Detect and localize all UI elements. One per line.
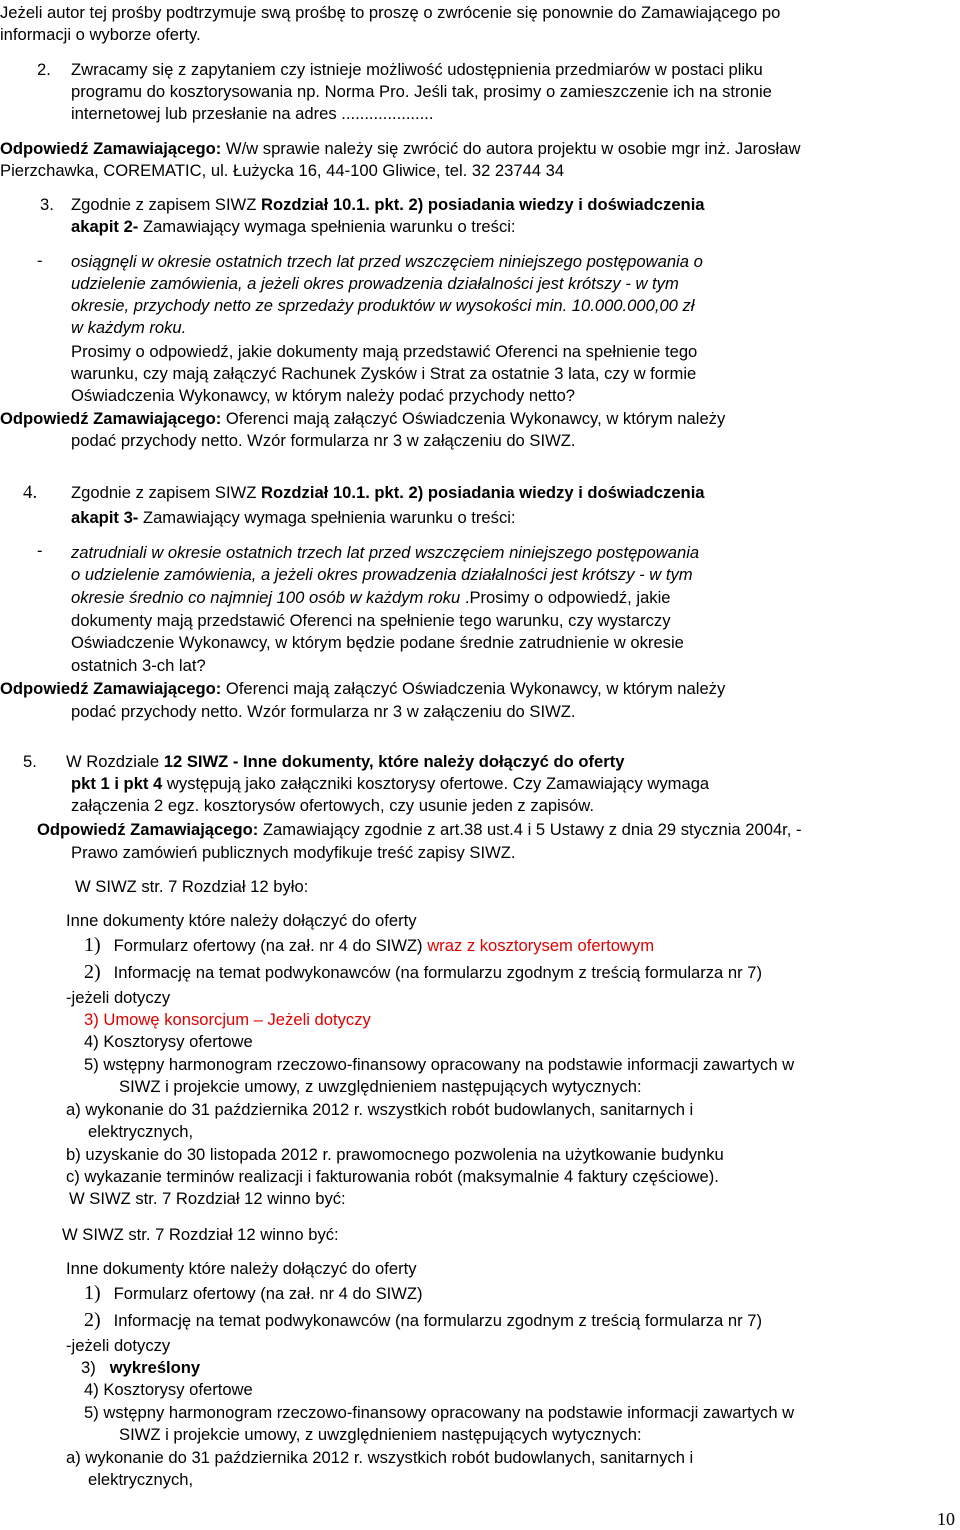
q2-number: 2. bbox=[37, 60, 51, 79]
page-number: 10 bbox=[937, 1509, 955, 1529]
q3-heading-2: akapit 2- Zamawiający wymaga spełnienia warunku o treści: bbox=[71, 217, 516, 236]
should-item-2-cont: -jeżeli dotyczy bbox=[66, 1336, 171, 1355]
was-should-heading: W SIWZ str. 7 Rozdział 12 winno być: bbox=[69, 1189, 346, 1208]
was-heading: W SIWZ str. 7 Rozdział 12 było: bbox=[75, 877, 309, 896]
should-item-3: 3) wykreślony bbox=[81, 1358, 201, 1377]
q5-heading-3: załączenia 2 egz. kosztorysów ofertowych, czy usunie jeden z zapisów. bbox=[71, 796, 594, 815]
should-item-5: 5) wstępny harmonogram rzeczowo-finansowy opracowany na podstawie informacji zawartych w bbox=[84, 1403, 795, 1422]
q4-dash: - bbox=[37, 541, 43, 560]
was-item-b: b) uzyskanie do 30 listopada 2012 r. prawomocnego pozwolenia na użytkowanie budynku bbox=[66, 1145, 724, 1164]
q5-heading-2: pkt 1 i pkt 4 występują jako załączniki kosztorysy ofertowe. Czy Zamawiający wymaga bbox=[71, 774, 710, 793]
q4-answer-line-1: Odpowiedź Zamawiającego: Oferenci mają załączyć Oświadczenia Wykonawcy, w którym należy bbox=[0, 679, 726, 698]
q4-heading-2: akapit 3- Zamawiający wymaga spełnienia warunku o treści: bbox=[71, 508, 516, 527]
q3-condition-2: udzielenie zamówienia, a jeżeli okres prowadzenia działalności jest krótszy - w tym bbox=[71, 274, 679, 293]
q3-condition-4: w każdym roku. bbox=[71, 318, 187, 337]
q5-heading-1: W Rozdziale 12 SIWZ - Inne dokumenty, które należy dołączyć do oferty bbox=[66, 752, 625, 771]
intro-line-1: Jeżeli autor tej prośby podtrzymuje swą prośbę to proszę o zwrócenie się ponownie do Zamawiającego po bbox=[0, 3, 781, 22]
q3-condition-1: osiągnęli w okresie ostatnich trzech lat przed wszczęciem niniejszego postępowania o bbox=[71, 252, 703, 271]
q2-line-1: Zwracamy się z zapytaniem czy istnieje możliwość udostępnienia przedmiarów w postaci pliku bbox=[71, 60, 763, 79]
q4-question-3: ostatnich 3-ch lat? bbox=[71, 656, 206, 675]
q2-line-3: internetowej lub przesłanie na adres .................... bbox=[71, 104, 434, 123]
q3-question-2: warunku, czy mają załączyć Rachunek Zysków i Strat za ostatnie 3 lata, czy w formie bbox=[71, 364, 697, 383]
q3-question-3: Oświadczenia Wykonawcy, w którym należy podać przychody netto? bbox=[71, 386, 576, 405]
was-item-2: 2) Informację na temat podwykonawców (na formularzu zgodnym z treścią formularza nr 7) bbox=[84, 961, 763, 983]
was-item-a-2: elektrycznych, bbox=[88, 1122, 194, 1141]
q3-dash: - bbox=[37, 251, 43, 270]
q2-line-2: programu do kosztorysowania np. Norma Pro. Jeśli tak, prosimy o zamieszczenie ich na stronie bbox=[71, 82, 772, 101]
q5-number: 5. bbox=[23, 752, 37, 771]
was-item-4: 4) Kosztorysy ofertowe bbox=[84, 1032, 253, 1051]
q4-heading-1: Zgodnie z zapisem SIWZ Rozdział 10.1. pkt. 2) posiadania wiedzy i doświadczenia bbox=[71, 483, 705, 502]
q3-number: 3. bbox=[40, 195, 54, 214]
answer-label: Odpowiedź Zamawiającego: bbox=[0, 139, 222, 158]
was-item-2-cont: -jeżeli dotyczy bbox=[66, 988, 171, 1007]
q4-condition-3: okresie średnio co najmniej 100 osób w każdym roku .Prosimy o odpowiedź, jakie bbox=[71, 588, 671, 607]
q3-condition-3: okresie, przychody netto ze sprzedaży produktów w wysokości min. 10.000.000,00 zł bbox=[71, 296, 695, 315]
q3-answer-line-1: Odpowiedź Zamawiającego: Oferenci mają załączyć Oświadczenia Wykonawcy, w którym należy bbox=[0, 409, 726, 428]
q2-answer-line-2: Pierzchawka, COREMATIC, ul. Łużycka 16, 44-100 Gliwice, tel. 32 23744 34 bbox=[0, 161, 565, 180]
was-item-3: 3) Umowę konsorcjum – Jeżeli dotyczy bbox=[84, 1010, 371, 1029]
should-item-5-cont: SIWZ i projekcie umowy, z uwzględnieniem następujących wytycznych: bbox=[119, 1425, 642, 1444]
q4-number: 4. bbox=[23, 482, 38, 503]
should-list-title: Inne dokumenty które należy dołączyć do oferty bbox=[66, 1259, 417, 1278]
answer-label: Odpowiedź Zamawiającego: bbox=[0, 409, 222, 428]
q3-question-1: Prosimy o odpowiedź, jakie dokumenty mają przedstawić Oferenci na spełnienie tego bbox=[71, 342, 698, 361]
q4-question-2: Oświadczenie Wykonawcy, w którym będzie podane średnie zatrudnienie w okresie bbox=[71, 633, 684, 652]
was-item-5: 5) wstępny harmonogram rzeczowo-finansowy opracowany na podstawie informacji zawartych w bbox=[84, 1055, 795, 1074]
should-item-2: 2) Informację na temat podwykonawców (na formularzu zgodnym z treścią formularza nr 7) bbox=[84, 1309, 763, 1331]
q3-heading-1: Zgodnie z zapisem SIWZ Rozdział 10.1. pkt. 2) posiadania wiedzy i doświadczenia bbox=[71, 195, 705, 214]
was-list-title: Inne dokumenty które należy dołączyć do oferty bbox=[66, 911, 417, 930]
q4-condition-2: o udzielenie zamówienia, a jeżeli okres prowadzenia działalności jest krótszy - w tym bbox=[71, 565, 693, 584]
q4-answer-line-2: podać przychody netto. Wzór formularza nr 3 w załączeniu do SIWZ. bbox=[71, 702, 576, 721]
was-item-a-1: a) wykonanie do 31 października 2012 r. wszystkich robót budowlanych, sanitarnych i bbox=[66, 1100, 694, 1119]
q5-answer-line-1: Odpowiedź Zamawiającego: Zamawiający zgodnie z art.38 ust.4 i 5 Ustawy z dnia 29 stycznia 2004r, - bbox=[37, 820, 802, 839]
should-item-a-1: a) wykonanie do 31 października 2012 r. wszystkich robót budowlanych, sanitarnych i bbox=[66, 1448, 694, 1467]
q4-condition-1: zatrudniali w okresie ostatnich trzech lat przed wszczęciem niniejszego postępowania bbox=[71, 543, 700, 562]
answer-label: Odpowiedź Zamawiającego: bbox=[37, 820, 259, 839]
should-item-1: 1) Formularz ofertowy (na zał. nr 4 do SIWZ) bbox=[84, 1282, 423, 1304]
q3-answer-line-2: podać przychody netto. Wzór formularza nr 3 w załączeniu do SIWZ. bbox=[71, 431, 576, 450]
q5-answer-line-2: Prawo zamówień publicznych modyfikuje treść zapisy SIWZ. bbox=[71, 843, 516, 862]
intro-line-2: informacji o wyborze oferty. bbox=[0, 25, 201, 44]
was-item-5-cont: SIWZ i projekcie umowy, z uwzględnieniem następujących wytycznych: bbox=[119, 1077, 642, 1096]
answer-label: Odpowiedź Zamawiającego: bbox=[0, 679, 222, 698]
q4-question-1: dokumenty mają przedstawić Oferenci na spełnienie tego warunku, czy wystarczy bbox=[71, 611, 671, 630]
q2-answer-line-1: Odpowiedź Zamawiającego: W/w sprawie należy się zwrócić do autora projektu w osobie mgr inż. Jarosław bbox=[0, 139, 801, 158]
should-item-a-2: elektrycznych, bbox=[88, 1470, 194, 1489]
should-heading: W SIWZ str. 7 Rozdział 12 winno być: bbox=[62, 1225, 339, 1244]
was-item-c: c) wykazanie terminów realizacji i fakturowania robót (maksymalnie 4 faktury częściowe). bbox=[66, 1167, 719, 1186]
was-item-1: 1) Formularz ofertowy (na zał. nr 4 do SIWZ) wraz z kosztorysem ofertowym bbox=[84, 934, 655, 956]
should-item-4: 4) Kosztorysy ofertowe bbox=[84, 1380, 253, 1399]
